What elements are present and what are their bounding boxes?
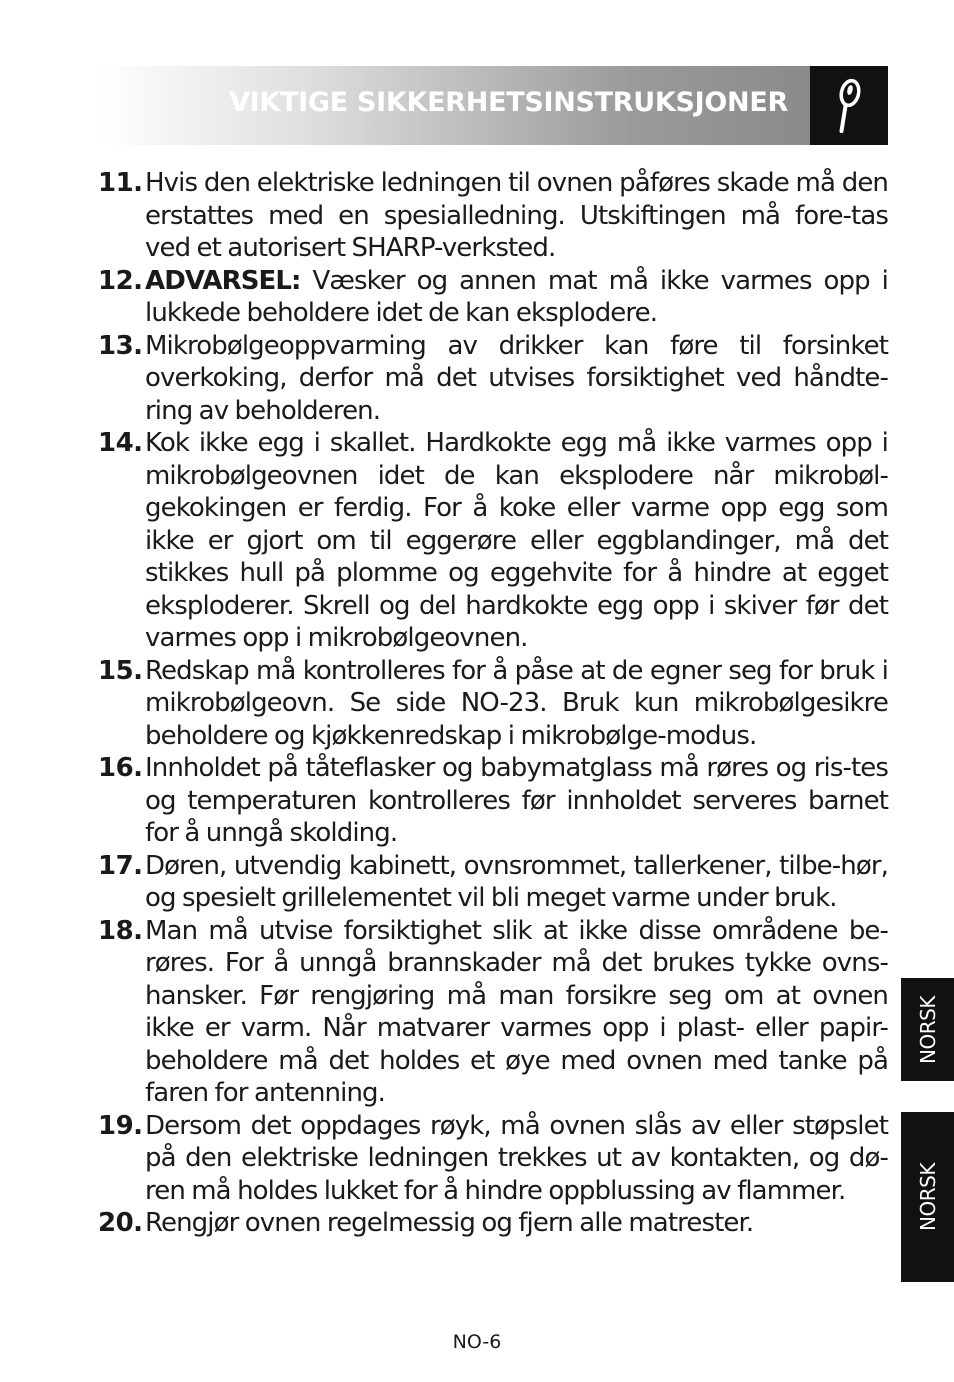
item-text: Døren, utvendig kabinett, ovnsrommet, tallerkener, tilbe-hør, og spesielt grillelementet vil bli meget varme under bruk. [145, 850, 888, 913]
item-text: Rengjør ovnen regelmessig og fjern alle matrester. [145, 1208, 754, 1238]
list-item [98, 1110, 888, 1208]
language-tab-label: NORSK [915, 1163, 940, 1231]
item-number: 11. [98, 168, 143, 198]
list-item [98, 1207, 888, 1240]
list-item [98, 330, 888, 428]
warning-label: ADVARSEL: [145, 265, 301, 296]
section-title: VIKTIGE SIKKERHETSINSTRUKSJONER [229, 87, 788, 118]
item-number: 15. [98, 655, 143, 686]
spoon-warning-icon [810, 66, 888, 145]
header-banner [98, 66, 810, 145]
item-number: 17. [98, 850, 143, 881]
item-text: Dersom det oppdages røyk, må ovnen slås av eller støpslet på den elektriske ledningen trekkes ut av kontakten, og dø-ren må holdes lukket for å hindre oppblussing av flammer. [145, 1110, 888, 1206]
item-text: Hvis den elektriske ledningen til ovnen påføres skade må den erstattes med en spesialledning. Utskiftingen må fore-tas ved et autorisert SHARP-verksted. [145, 168, 888, 263]
list-item [98, 655, 888, 753]
language-tab[interactable] [901, 1112, 954, 1282]
list-item [98, 915, 888, 1110]
item-number: 14. [98, 428, 143, 458]
list-item [98, 850, 888, 915]
item-number: 12. [98, 265, 143, 296]
item-text: Væsker og annen mat må ikke varmes opp i lukkede beholdere idet de kan eksplodere. [145, 265, 888, 328]
item-number: 16. [98, 753, 143, 783]
safety-instructions-list [98, 167, 888, 1240]
list-item [98, 427, 888, 655]
item-number: 20. [98, 1208, 143, 1238]
item-text: Kok ikke egg i skallet. Hardkokte egg må ikke varmes opp i mikrobølgeovnen idet de kan eksplodere når mikrobøl-gekokingen er ferdig. For å koke eller varme opp egg som ikke er gjort om til eggerøre eller eggblandinger, må det stikkes hull på plomme og eggehvite for å hindre at egget eksploderer. Skrell og del hardkokte egg opp i skiver før det varmes opp i mikrobølgeovnen. [145, 428, 888, 653]
language-tab[interactable] [901, 978, 954, 1081]
item-text: Innholdet på tåteflasker og babymatglass må røres og ris-tes og temperaturen kontrolleres før innholdet serveres barnet for å unngå skolding. [145, 753, 888, 848]
item-text: Man må utvise forsiktighet slik at ikke disse områdene be-røres. For å unngå brannskader må det brukes tykke ovns-hansker. Før rengjøring må man forsikre seg om at ovnen ikke er varm. Når matvarer varmes opp i plast- eller papir-beholdere må det holdes et øye med ovnen med tanke på faren for antenning. [145, 915, 888, 1108]
page-number: NO-6 [452, 1331, 502, 1353]
list-item [98, 167, 888, 265]
item-number: 18. [98, 915, 143, 946]
list-item [98, 265, 888, 330]
item-text: Mikrobølgeoppvarming av drikker kan føre til forsinket overkoking, derfor må det utvises forsiktighet ved håndte-ring av beholderen. [145, 330, 888, 426]
language-tab-label: NORSK [915, 995, 940, 1064]
item-text: Redskap må kontrolleres for å påse at de egner seg for bruk i mikrobølgeovn. Se side NO-23. Bruk kun mikrobølgesikre beholdere og kjøkkenredskap i mikrobølge-modus. [145, 655, 888, 751]
list-item [98, 752, 888, 850]
item-number: 19. [98, 1110, 143, 1141]
item-number: 13. [98, 330, 143, 361]
